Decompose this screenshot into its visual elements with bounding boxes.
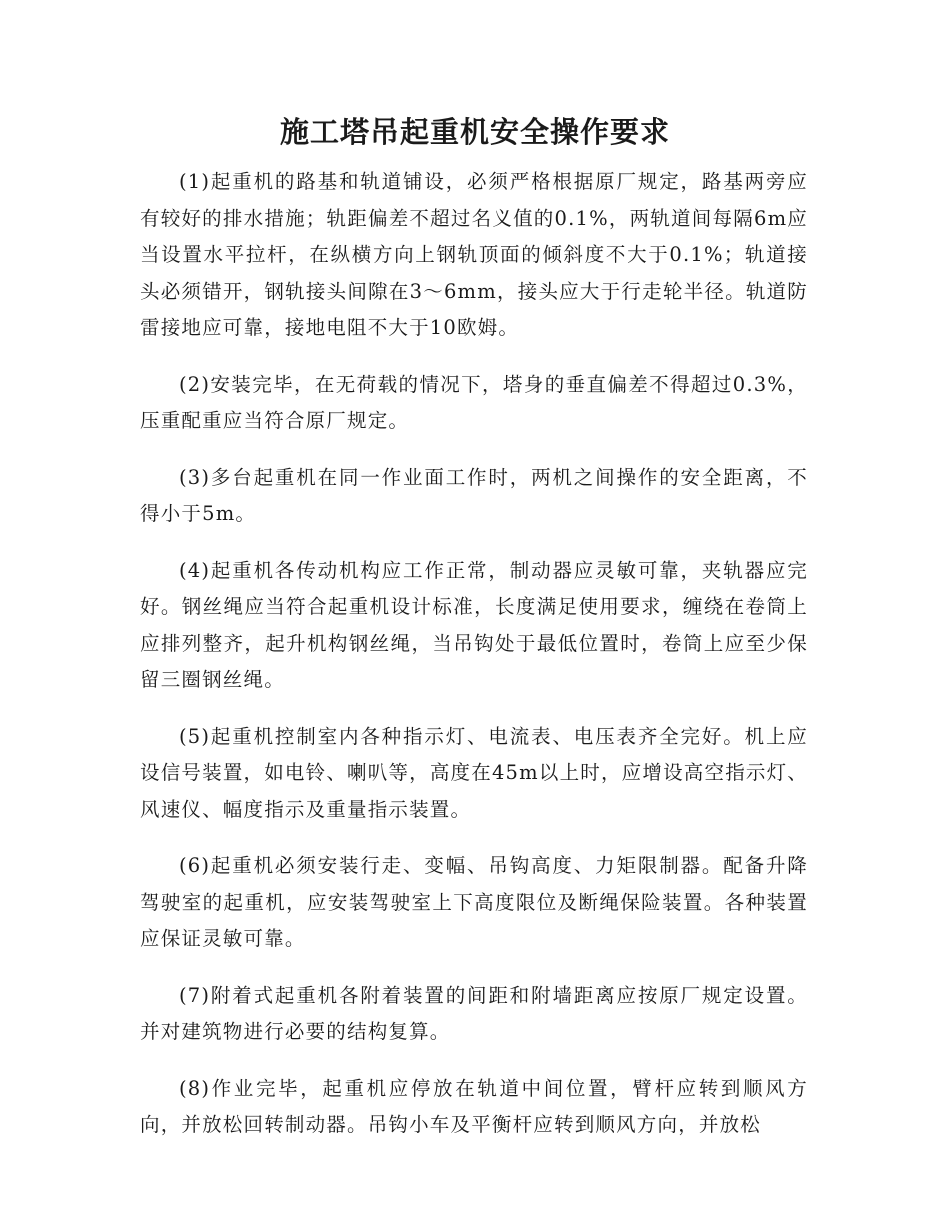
paragraph-8: (8)作业完毕，起重机应停放在轨道中间位置，臂杆应转到顺风方向，并放松回转制动器。吊钩小车及平衡杆应转到顺风方向，并放松 — [140, 1076, 808, 1136]
paragraph-4: (4)起重机各传动机构应工作正常，制动器应灵敏可靠，夹轨器应完好。钢丝绳应当符合起重机设计标准，长度满足使用要求，缠绕在卷筒上应排列整齐，起升机构钢丝绳，当吊钩处于最低位置时，卷筒上应至少保留三圈钢丝绳。 — [140, 558, 808, 691]
paragraph-7: (7)附着式起重机各附着装置的间距和附墙距离应按原厂规定设置。并对建筑物进行必要的结构复算。 — [140, 983, 808, 1043]
document-body — [140, 164, 808, 1164]
paragraph-1: (1)起重机的路基和轨道铺设，必须严格根据原厂规定，路基两旁应有较好的排水措施；轨距偏差不超过名义值的0.1%，两轨道间每隔6m应当设置水平拉杆，在纵横方向上钢轨顶面的倾斜度不大于0.1%；轨道接头必须错开，钢轨接头间隙在3～6mm，接头应大于行走轮半径。轨道防雷接地应可靠，接地电阻不大于10欧姆。 — [140, 170, 808, 339]
paragraph-3: (3)多台起重机在同一作业面工作时，两机之间操作的安全距离，不得小于5m。 — [140, 465, 808, 525]
paragraph-2: (2)安装完毕，在无荷载的情况下，塔身的垂直偏差不得超过0.3%，压重配重应当符合原厂规定。 — [140, 372, 808, 432]
paragraph-6: (6)起重机必须安装行走、变幅、吊钩高度、力矩限制器。配备升降驾驶室的起重机，应安装驾驶室上下高度限位及断绳保险装置。各种装置应保证灵敏可靠。 — [140, 854, 808, 950]
document-title: 施工塔吊起重机安全操作要求 — [279, 115, 670, 149]
paragraph-5: (5)起重机控制室内各种指示灯、电流表、电压表齐全完好。机上应设信号装置，如电铃、喇叭等，高度在45m以上时，应增设高空指示灯、风速仪、幅度指示及重量指示装置。 — [140, 724, 808, 821]
